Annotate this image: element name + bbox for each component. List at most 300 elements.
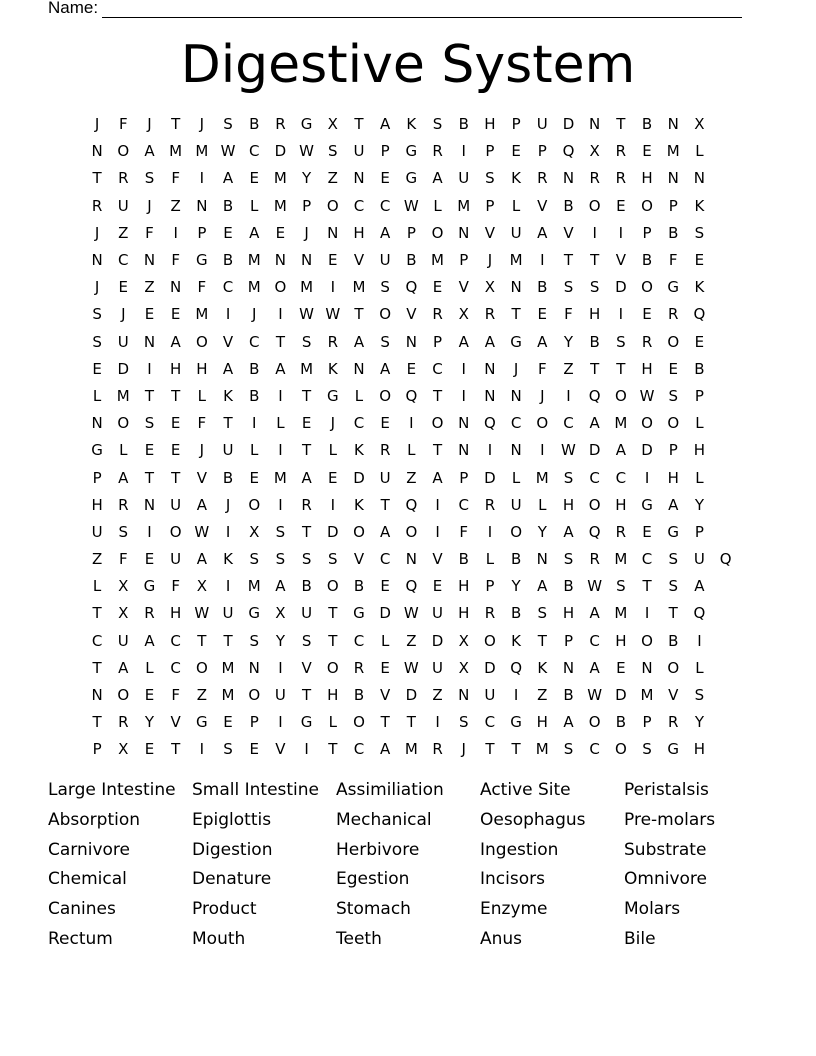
grid-letter[interactable]: O (248, 495, 261, 514)
grid-letter[interactable]: S (144, 414, 155, 433)
grid-letter[interactable]: H (327, 686, 339, 705)
grid-letter[interactable]: T (406, 713, 416, 732)
grid-letter[interactable]: J (304, 223, 309, 242)
grid-letter[interactable]: S (328, 550, 338, 569)
grid-letter[interactable]: D (327, 522, 339, 541)
grid-letter[interactable]: L (380, 631, 390, 650)
grid-letter[interactable]: K (354, 441, 364, 460)
grid-letter[interactable]: S (537, 604, 548, 623)
grid-letter[interactable]: P (694, 386, 704, 405)
grid-letter[interactable]: U (458, 169, 470, 188)
grid-letter[interactable]: N (458, 686, 470, 705)
grid-letter[interactable]: O (117, 414, 130, 433)
grid-letter[interactable]: E (170, 305, 181, 324)
grid-letter[interactable]: J (252, 305, 257, 324)
grid-letter[interactable]: K (327, 359, 338, 378)
grid-letter[interactable]: I (566, 386, 571, 405)
grid-letter[interactable]: B (563, 577, 574, 596)
grid-letter[interactable]: S (616, 332, 626, 351)
grid-letter[interactable]: D (405, 686, 418, 705)
grid-letter[interactable]: E (511, 142, 521, 161)
grid-letter[interactable]: C (510, 414, 522, 433)
grid-letter[interactable]: X (118, 577, 129, 596)
grid-letter[interactable]: A (668, 495, 679, 514)
grid-letter[interactable]: A (432, 468, 443, 487)
grid-letter[interactable]: G (405, 142, 418, 161)
grid-letter[interactable]: R (432, 305, 443, 324)
grid-letter[interactable]: J (487, 251, 493, 270)
grid-letter[interactable]: A (380, 115, 391, 134)
grid-letter[interactable]: B (589, 332, 600, 351)
grid-letter[interactable]: A (249, 223, 260, 242)
grid-letter[interactable]: E (328, 251, 338, 270)
grid-letter[interactable]: S (301, 631, 312, 650)
grid-letter[interactable]: F (459, 522, 469, 541)
grid-letter[interactable]: B (301, 577, 312, 596)
grid-letter[interactable]: S (328, 142, 338, 161)
grid-letter[interactable]: I (461, 142, 466, 161)
grid-letter[interactable]: Q (562, 142, 575, 161)
grid-letter[interactable]: J (330, 414, 335, 433)
grid-letter[interactable]: M (247, 278, 261, 297)
grid-letter[interactable]: U (117, 332, 129, 351)
grid-letter[interactable]: Z (327, 169, 338, 188)
grid-letter[interactable]: O (641, 196, 653, 215)
grid-letter[interactable]: P (459, 251, 469, 270)
grid-letter[interactable]: P (668, 196, 678, 215)
grid-letter[interactable]: O (195, 658, 208, 677)
grid-letter[interactable]: P (694, 522, 704, 541)
grid-letter[interactable]: M (221, 686, 235, 705)
grid-letter[interactable]: T (511, 305, 521, 324)
grid-letter[interactable]: E (301, 414, 312, 433)
grid-letter[interactable]: U (353, 142, 365, 161)
grid-letter[interactable]: F (537, 359, 547, 378)
grid-letter[interactable]: V (563, 223, 574, 242)
grid-letter[interactable]: H (615, 495, 627, 514)
grid-letter[interactable]: E (694, 251, 705, 270)
grid-letter[interactable]: B (641, 115, 653, 134)
grid-letter[interactable]: G (91, 441, 103, 460)
grid-letter[interactable]: M (614, 414, 628, 433)
grid-letter[interactable]: C (91, 631, 103, 650)
grid-letter[interactable]: P (642, 223, 652, 242)
grid-letter[interactable]: A (537, 332, 548, 351)
grid-letter[interactable]: T (432, 386, 443, 405)
grid-letter[interactable]: A (144, 631, 155, 650)
grid-letter[interactable]: E (170, 441, 181, 460)
grid-letter[interactable]: O (614, 740, 627, 759)
grid-letter[interactable]: T (92, 658, 102, 677)
grid-letter[interactable]: O (326, 658, 339, 677)
grid-letter[interactable]: V (353, 251, 365, 270)
grid-letter[interactable]: N (196, 196, 208, 215)
grid-letter[interactable]: N (91, 414, 103, 433)
grid-letter[interactable]: D (117, 359, 130, 378)
grid-letter[interactable]: T (275, 332, 285, 351)
grid-letter[interactable]: S (589, 278, 600, 297)
grid-letter[interactable]: L (119, 441, 128, 460)
grid-letter[interactable]: G (510, 713, 522, 732)
grid-letter[interactable]: O (484, 631, 496, 650)
grid-letter[interactable]: B (249, 115, 260, 134)
grid-letter[interactable]: M (273, 196, 287, 215)
grid-letter[interactable]: M (247, 251, 261, 270)
grid-letter[interactable]: I (513, 686, 519, 705)
grid-letter[interactable]: E (249, 740, 259, 759)
grid-letter[interactable]: C (589, 740, 600, 759)
grid-letter[interactable]: E (223, 223, 233, 242)
grid-letter[interactable]: O (667, 658, 680, 677)
grid-letter[interactable]: Q (719, 550, 732, 569)
grid-letter[interactable]: V (275, 740, 286, 759)
grid-letter[interactable]: N (510, 278, 522, 297)
grid-letter[interactable]: R (91, 196, 103, 215)
grid-letter[interactable]: B (563, 196, 574, 215)
grid-letter[interactable]: N (143, 332, 156, 351)
grid-letter[interactable]: O (667, 332, 680, 351)
grid-letter[interactable]: Z (196, 686, 207, 705)
grid-letter[interactable]: H (667, 468, 679, 487)
grid-letter[interactable]: S (249, 631, 259, 650)
grid-letter[interactable]: F (668, 251, 678, 270)
grid-letter[interactable]: L (354, 386, 364, 405)
grid-letter[interactable]: Z (432, 686, 443, 705)
grid-letter[interactable]: T (223, 414, 233, 433)
grid-letter[interactable]: S (563, 278, 574, 297)
grid-letter[interactable]: N (484, 359, 496, 378)
grid-letter[interactable]: M (535, 468, 549, 487)
grid-letter[interactable]: N (693, 169, 706, 188)
grid-letter[interactable]: J (94, 115, 100, 134)
grid-letter[interactable]: F (171, 686, 180, 705)
grid-letter[interactable]: S (458, 713, 469, 732)
grid-letter[interactable]: U (117, 631, 129, 650)
grid-letter[interactable]: W (639, 386, 655, 405)
grid-letter[interactable]: D (641, 441, 653, 460)
grid-letter[interactable]: T (197, 631, 207, 650)
grid-letter[interactable]: O (588, 495, 601, 514)
grid-letter[interactable]: I (435, 713, 440, 732)
grid-letter[interactable]: F (171, 251, 180, 270)
grid-letter[interactable]: W (403, 196, 419, 215)
grid-letter[interactable]: C (563, 414, 574, 433)
grid-letter[interactable]: S (380, 332, 390, 351)
grid-letter[interactable]: I (540, 441, 545, 460)
grid-letter[interactable]: I (173, 223, 178, 242)
grid-letter[interactable]: O (405, 522, 418, 541)
grid-letter[interactable]: U (274, 686, 286, 705)
grid-letter[interactable]: A (222, 359, 234, 378)
grid-letter[interactable]: O (588, 196, 601, 215)
grid-letter[interactable]: T (380, 495, 390, 514)
grid-letter[interactable]: L (695, 142, 704, 161)
grid-letter[interactable]: K (223, 386, 233, 405)
grid-letter[interactable]: S (223, 740, 233, 759)
grid-letter[interactable]: P (485, 577, 495, 596)
grid-letter[interactable]: I (278, 713, 283, 732)
grid-letter[interactable]: I (461, 359, 466, 378)
grid-letter[interactable]: G (248, 604, 261, 623)
grid-letter[interactable]: B (222, 196, 234, 215)
grid-letter[interactable]: I (487, 441, 493, 460)
grid-letter[interactable]: L (511, 468, 521, 487)
grid-letter[interactable]: C (615, 468, 627, 487)
grid-letter[interactable]: L (538, 495, 547, 514)
grid-letter[interactable]: Q (484, 414, 496, 433)
grid-letter[interactable]: Y (302, 169, 312, 188)
grid-letter[interactable]: A (484, 332, 496, 351)
grid-letter[interactable]: K (223, 550, 233, 569)
grid-letter[interactable]: D (615, 686, 627, 705)
grid-letter[interactable]: A (118, 468, 129, 487)
grid-letter[interactable]: I (697, 631, 702, 650)
grid-letter[interactable]: K (694, 278, 705, 297)
grid-letter[interactable]: A (615, 441, 626, 460)
grid-letter[interactable]: D (484, 468, 496, 487)
grid-letter[interactable]: P (668, 441, 678, 460)
grid-letter[interactable]: P (642, 713, 652, 732)
grid-letter[interactable]: U (510, 495, 522, 514)
grid-letter[interactable]: Q (588, 522, 601, 541)
grid-letter[interactable]: R (144, 604, 155, 623)
grid-letter[interactable]: B (641, 251, 653, 270)
grid-letter[interactable]: A (380, 740, 391, 759)
grid-letter[interactable]: S (249, 550, 259, 569)
grid-letter[interactable]: M (195, 142, 209, 161)
grid-letter[interactable]: H (458, 577, 470, 596)
grid-letter[interactable]: E (249, 468, 259, 487)
grid-letter[interactable]: R (484, 305, 496, 324)
grid-letter[interactable]: T (302, 686, 312, 705)
grid-letter[interactable]: E (642, 305, 652, 324)
grid-letter[interactable]: T (144, 468, 155, 487)
grid-letter[interactable]: L (328, 441, 337, 460)
grid-letter[interactable]: X (458, 658, 469, 677)
grid-letter[interactable]: E (432, 577, 443, 596)
grid-letter[interactable]: I (278, 386, 283, 405)
grid-letter[interactable]: Z (91, 550, 103, 569)
grid-letter[interactable]: N (327, 223, 339, 242)
grid-letter[interactable]: S (301, 550, 312, 569)
grid-letter[interactable]: S (563, 468, 574, 487)
grid-letter[interactable]: B (615, 713, 626, 732)
grid-letter[interactable]: S (694, 686, 705, 705)
grid-letter[interactable]: A (589, 658, 600, 677)
grid-letter[interactable]: M (535, 740, 549, 759)
grid-letter[interactable]: W (403, 658, 419, 677)
grid-letter[interactable]: T (590, 251, 600, 270)
grid-letter[interactable]: U (484, 686, 496, 705)
grid-letter[interactable]: D (274, 142, 287, 161)
grid-letter[interactable]: S (380, 278, 390, 297)
grid-letter[interactable]: S (301, 332, 312, 351)
grid-letter[interactable]: T (511, 740, 521, 759)
grid-letter[interactable]: R (668, 713, 679, 732)
grid-letter[interactable]: Q (510, 658, 522, 677)
grid-letter[interactable]: B (222, 468, 234, 487)
grid-letter[interactable]: F (118, 550, 128, 569)
grid-letter[interactable]: O (117, 686, 130, 705)
grid-letter[interactable]: P (302, 196, 312, 215)
grid-letter[interactable]: T (354, 115, 364, 134)
grid-letter[interactable]: B (222, 251, 234, 270)
grid-letter[interactable]: U (117, 196, 129, 215)
grid-letter[interactable]: M (352, 278, 366, 297)
grid-letter[interactable]: N (353, 359, 365, 378)
grid-letter[interactable]: L (485, 550, 495, 569)
grid-letter[interactable]: M (247, 577, 261, 596)
grid-letter[interactable]: P (537, 142, 547, 161)
name-underline[interactable] (102, 1, 742, 18)
grid-letter[interactable]: F (564, 305, 573, 324)
grid-letter[interactable]: V (196, 468, 207, 487)
grid-letter[interactable]: G (196, 251, 208, 270)
grid-letter[interactable]: N (458, 223, 470, 242)
grid-letter[interactable]: M (116, 386, 130, 405)
grid-letter[interactable]: S (92, 332, 102, 351)
grid-letter[interactable]: T (668, 604, 678, 623)
grid-letter[interactable]: H (536, 713, 548, 732)
grid-letter[interactable]: L (197, 386, 207, 405)
grid-letter[interactable]: E (144, 305, 155, 324)
grid-letter[interactable]: W (561, 441, 576, 460)
grid-letter[interactable]: H (589, 305, 601, 324)
grid-letter[interactable]: T (171, 115, 181, 134)
grid-letter[interactable]: X (118, 604, 129, 623)
grid-letter[interactable]: H (170, 604, 182, 623)
grid-letter[interactable]: H (562, 604, 575, 623)
grid-letter[interactable]: T (92, 604, 102, 623)
grid-letter[interactable]: H (484, 115, 496, 134)
grid-letter[interactable]: I (618, 305, 624, 324)
grid-letter[interactable]: I (278, 441, 283, 460)
grid-letter[interactable]: Q (405, 278, 418, 297)
grid-letter[interactable]: G (353, 604, 365, 623)
grid-letter[interactable]: S (563, 550, 574, 569)
grid-letter[interactable]: H (196, 359, 208, 378)
grid-letter[interactable]: H (353, 223, 365, 242)
grid-letter[interactable]: Q (405, 386, 418, 405)
grid-letter[interactable]: C (170, 631, 181, 650)
grid-letter[interactable]: N (300, 251, 313, 270)
grid-letter[interactable]: O (274, 278, 287, 297)
grid-letter[interactable]: G (510, 332, 522, 351)
grid-letter[interactable]: T (537, 631, 547, 650)
grid-letter[interactable]: B (406, 251, 417, 270)
grid-letter[interactable]: U (536, 115, 548, 134)
grid-letter[interactable]: W (587, 577, 603, 596)
grid-letter[interactable]: Z (537, 686, 548, 705)
grid-letter[interactable]: O (641, 414, 653, 433)
grid-letter[interactable]: O (169, 522, 182, 541)
grid-letter[interactable]: N (667, 169, 679, 188)
grid-letter[interactable]: O (431, 414, 444, 433)
grid-letter[interactable]: E (118, 278, 129, 297)
grid-letter[interactable]: B (510, 604, 522, 623)
grid-letter[interactable]: K (511, 631, 522, 650)
grid-letter[interactable]: I (435, 522, 440, 541)
grid-letter[interactable]: S (223, 115, 233, 134)
grid-letter[interactable]: R (353, 658, 365, 677)
grid-letter[interactable]: O (117, 142, 130, 161)
grid-letter[interactable]: E (537, 305, 548, 324)
grid-letter[interactable]: P (433, 332, 443, 351)
grid-letter[interactable]: N (143, 495, 156, 514)
grid-letter[interactable]: M (404, 740, 418, 759)
grid-letter[interactable]: X (694, 115, 705, 134)
grid-letter[interactable]: S (668, 550, 678, 569)
grid-letter[interactable]: X (275, 604, 286, 623)
grid-letter[interactable]: K (511, 169, 522, 188)
grid-letter[interactable]: M (169, 142, 183, 161)
grid-letter[interactable]: I (409, 414, 414, 433)
grid-letter[interactable]: H (91, 495, 103, 514)
grid-letter[interactable]: P (92, 740, 102, 759)
grid-letter[interactable]: C (170, 658, 181, 677)
grid-letter[interactable]: H (641, 169, 653, 188)
grid-letter[interactable]: I (252, 414, 257, 433)
grid-letter[interactable]: X (589, 142, 600, 161)
grid-letter[interactable]: A (694, 577, 705, 596)
grid-letter[interactable]: M (273, 169, 287, 188)
grid-letter[interactable]: H (693, 740, 706, 759)
grid-letter[interactable]: T (171, 468, 181, 487)
grid-letter[interactable]: S (144, 169, 155, 188)
grid-letter[interactable]: B (249, 386, 260, 405)
grid-letter[interactable]: C (641, 550, 653, 569)
grid-letter[interactable]: T (92, 169, 102, 188)
grid-letter[interactable]: T (485, 740, 495, 759)
grid-letter[interactable]: C (589, 468, 600, 487)
grid-letter[interactable]: N (91, 142, 103, 161)
grid-letter[interactable]: I (225, 577, 231, 596)
grid-letter[interactable]: H (693, 441, 706, 460)
grid-letter[interactable]: M (457, 196, 471, 215)
grid-letter[interactable]: A (222, 169, 234, 188)
grid-letter[interactable]: E (380, 169, 390, 188)
grid-letter[interactable]: E (668, 359, 678, 378)
grid-letter[interactable]: E (144, 740, 155, 759)
grid-letter[interactable]: X (327, 115, 338, 134)
grid-letter[interactable]: C (353, 196, 365, 215)
grid-letter[interactable]: T (328, 740, 338, 759)
grid-letter[interactable]: P (92, 468, 102, 487)
grid-letter[interactable]: D (353, 468, 365, 487)
grid-letter[interactable]: R (589, 169, 600, 188)
grid-letter[interactable]: M (509, 251, 523, 270)
grid-letter[interactable]: U (693, 550, 705, 569)
grid-letter[interactable]: L (695, 414, 704, 433)
grid-letter[interactable]: R (615, 169, 627, 188)
grid-letter[interactable]: T (616, 115, 626, 134)
grid-letter[interactable]: L (695, 658, 704, 677)
grid-letter[interactable]: A (537, 223, 548, 242)
grid-letter[interactable]: P (511, 115, 521, 134)
grid-letter[interactable]: G (326, 386, 339, 405)
grid-letter[interactable]: V (301, 658, 312, 677)
grid-letter[interactable]: R (118, 713, 129, 732)
grid-letter[interactable]: S (118, 522, 129, 541)
grid-letter[interactable]: W (194, 522, 210, 541)
grid-letter[interactable]: R (641, 332, 653, 351)
grid-letter[interactable]: M (431, 251, 444, 270)
grid-letter[interactable]: A (563, 713, 574, 732)
grid-letter[interactable]: X (458, 305, 469, 324)
grid-letter[interactable]: U (91, 522, 103, 541)
grid-letter[interactable]: J (461, 740, 466, 759)
grid-letter[interactable]: L (407, 441, 416, 460)
